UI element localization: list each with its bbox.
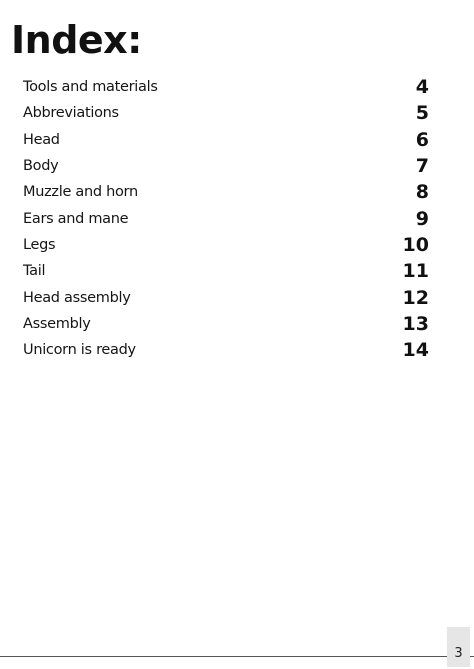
toc-entry-page: 4	[415, 76, 429, 99]
toc-entry-page: 11	[402, 260, 429, 283]
toc-entry[interactable]	[23, 337, 429, 363]
toc-entry-label: Assembly	[23, 315, 91, 332]
toc-entry-page: 12	[402, 286, 429, 309]
toc-entry-label: Ears and mane	[23, 210, 129, 227]
toc-entry-label: Tools and materials	[23, 79, 158, 96]
toc-entry-page: 5	[415, 102, 429, 125]
toc-entry-label: Unicorn is ready	[23, 342, 136, 359]
toc-entry[interactable]	[23, 74, 429, 100]
toc-entry-page: 8	[415, 181, 429, 204]
toc-entry-page: 9	[415, 207, 429, 230]
toc-entry[interactable]	[23, 100, 429, 126]
toc-entry[interactable]	[23, 258, 429, 284]
toc-entry-label: Legs	[23, 236, 56, 253]
toc-entry-label: Tail	[23, 263, 46, 280]
toc-entry[interactable]	[23, 127, 429, 153]
footer-divider	[0, 656, 474, 657]
toc-entry-label: Head assembly	[23, 289, 131, 306]
toc-entry[interactable]	[23, 153, 429, 179]
page-title: Index:	[11, 18, 142, 62]
page-number: 3	[454, 646, 463, 661]
toc-entry-page: 14	[402, 339, 429, 362]
toc-entry-label: Body	[23, 158, 59, 175]
table-of-contents	[23, 74, 429, 363]
toc-entry-label: Head	[23, 131, 60, 148]
toc-entry-label: Abbreviations	[23, 105, 119, 122]
toc-entry[interactable]	[23, 179, 429, 205]
page-number-tab	[447, 627, 470, 667]
toc-entry[interactable]	[23, 311, 429, 337]
toc-entry[interactable]	[23, 232, 429, 258]
toc-entry-page: 10	[402, 233, 429, 256]
toc-entry-page: 7	[415, 155, 429, 178]
toc-entry[interactable]	[23, 205, 429, 231]
toc-entry-label: Muzzle and horn	[23, 184, 138, 201]
toc-entry-page: 13	[402, 312, 429, 335]
toc-entry-page: 6	[415, 128, 429, 151]
toc-entry[interactable]	[23, 284, 429, 310]
